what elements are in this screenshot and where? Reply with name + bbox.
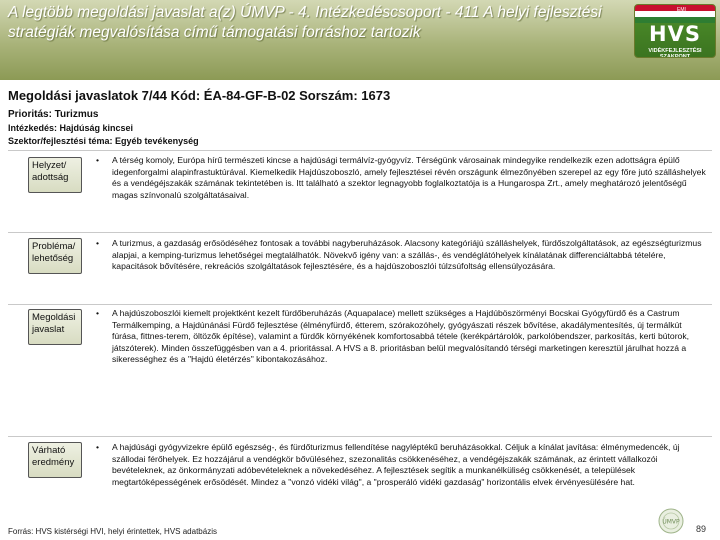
- logo-text: HVS: [649, 22, 701, 46]
- bullet-icon: •: [96, 308, 100, 318]
- row-text-result: [92, 442, 706, 488]
- page-number: 89: [696, 524, 707, 534]
- row-problem: [8, 232, 712, 303]
- row-text-situation: [92, 155, 706, 201]
- hvs-logo: [634, 4, 716, 58]
- row-label-situation: Helyzet/ adottság: [28, 157, 82, 193]
- result-text: A hajdúsági gyógyvizekre épülő egészség-, és fürdőturizmus fellendítése nagyléptékű beruházásokkal. Céljuk a kínálat javítása: élménymedencék, új szállodai férőhelyek. Ez hozzájárul a vendégkör bővüléséhez, szezonalitás csökkenéséhez, a vendégéjszakák számának, az érintett vállalkozói bevételeknek, az önkormányzati adóbevételeknek a növekedéséhez. A fejlesztések segítik a munkanélküliség csökkenését, a települések megtartóképességének erősödését. Mindez a "vonzó vidéki világ", a "prosperáló vidéki gazdaság" horizontális elvek érvényesülésére hat.: [112, 442, 680, 487]
- bullet-icon: •: [96, 238, 100, 248]
- row-result: [8, 436, 712, 522]
- row-proposal: [8, 304, 712, 435]
- header-banner: [0, 0, 720, 80]
- logo-subtitle: VIDÉKFEJLESZTÉSI SZAKPONT: [648, 48, 702, 58]
- page-title: A legtöbb megoldási javaslat a(z) ÚMVP - 4. Intézkedéscsoport - 411 A helyi fejlesztési stratégiák megvalósítása című támogatási forráshoz tartozik: [8, 4, 602, 41]
- logo-top-text: EMI: [677, 7, 686, 13]
- bullet-icon: •: [96, 442, 100, 452]
- umvp-emblem-icon: [652, 507, 690, 535]
- row-situation: [8, 150, 712, 231]
- row-text-proposal: [92, 308, 706, 366]
- bullet-icon: •: [96, 155, 100, 165]
- row-label-result: Várható eredmény: [28, 442, 82, 478]
- proposal-text: A hajdúszoboszlói kiemelt projektként kezelt fürdőberuházás (Aquapalace) mellett szükséges a Hajdúböszörményi Bocskai Gyógyfürdő és a Castrum Termálkemping, a Hajdúnánási Fürdő fejlesztése (élményfürdő, étterem, szórakozóhely, gyógyászati részek bővítése, akadálymentesítés, új termálkút fúrása, fittnes-terem, öltözők építése), valamint a fürdők környékének komfortosabbá tétele (kerékpártárolók, parkolóbendszer, parkosítás, kerti bútorok, játszóterek). Minden összefüggésben van a 4. prioritással. A HVS a 8. prioritásban belül megvalósítandó térségi marketingen keresztül járulhat hozzá a sikerességhez és a "Hajdú életérzés" kibontakozásához.: [112, 308, 690, 365]
- source-note: Forrás: HVS kistérségi HVI, helyi érintettek, HVS adatbázis: [8, 527, 217, 536]
- row-label-problem: Probléma/ lehetőség: [28, 238, 82, 274]
- row-label-proposal: Megoldási javaslat: [28, 309, 82, 345]
- row-text-problem: [92, 238, 706, 273]
- problem-text: A turizmus, a gazdaság erősödéséhez fontosak a további nagyberuházások. Alacsony kategóriájú szálláshelyek, fürdőszolgáltatások, az egészségturizmus alapjai, a kemping-turizmus lehetőségei megtalálhatók. Növekvő igény van: a szállás-, és vendéglátóhelyek kínálatának differenciáltabbá tételére, kapacitások bővítésére, rekreációs szolgáltatások fejlesztésére, és a hajdúszoboszlói túlzsúfoltság ellensúlyozására.: [112, 238, 702, 272]
- sector-label: Szektor/fejlesztési téma: Egyéb tevékenység: [8, 136, 199, 146]
- situation-text: A térség komoly, Európa hírű természeti kincse a hajdúsági termálvíz-gyógyvíz. Térségünk városainak mindegyike rendelkezik ezen adottságra épülő idegenforgalmi alapinfrastuktúrával. Kiemelkedik Hajdúszoboszló, amely fejlesztései révén országunk élmezőnyében szerepel az egy főre jutó szálláshelyek és a vendégéjszakák számának tekintetében is. Itt található a szektor legnagyobb foglalkoztatója is a Hungarospa Zrt., amely meghatározó jelentőségű magas színvonalú szolgáltatásaival.: [112, 155, 706, 200]
- section-title: Megoldási javaslatok 7/44 Kód: ÉA-84-GF-B-02 Sorszám: 1673: [8, 88, 391, 103]
- priority-label: Prioritás: Turizmus: [8, 109, 99, 120]
- measure-label: Intézkedés: Hajdúság kincsei: [8, 123, 134, 133]
- emblem-text: ÚMVP: [662, 518, 680, 526]
